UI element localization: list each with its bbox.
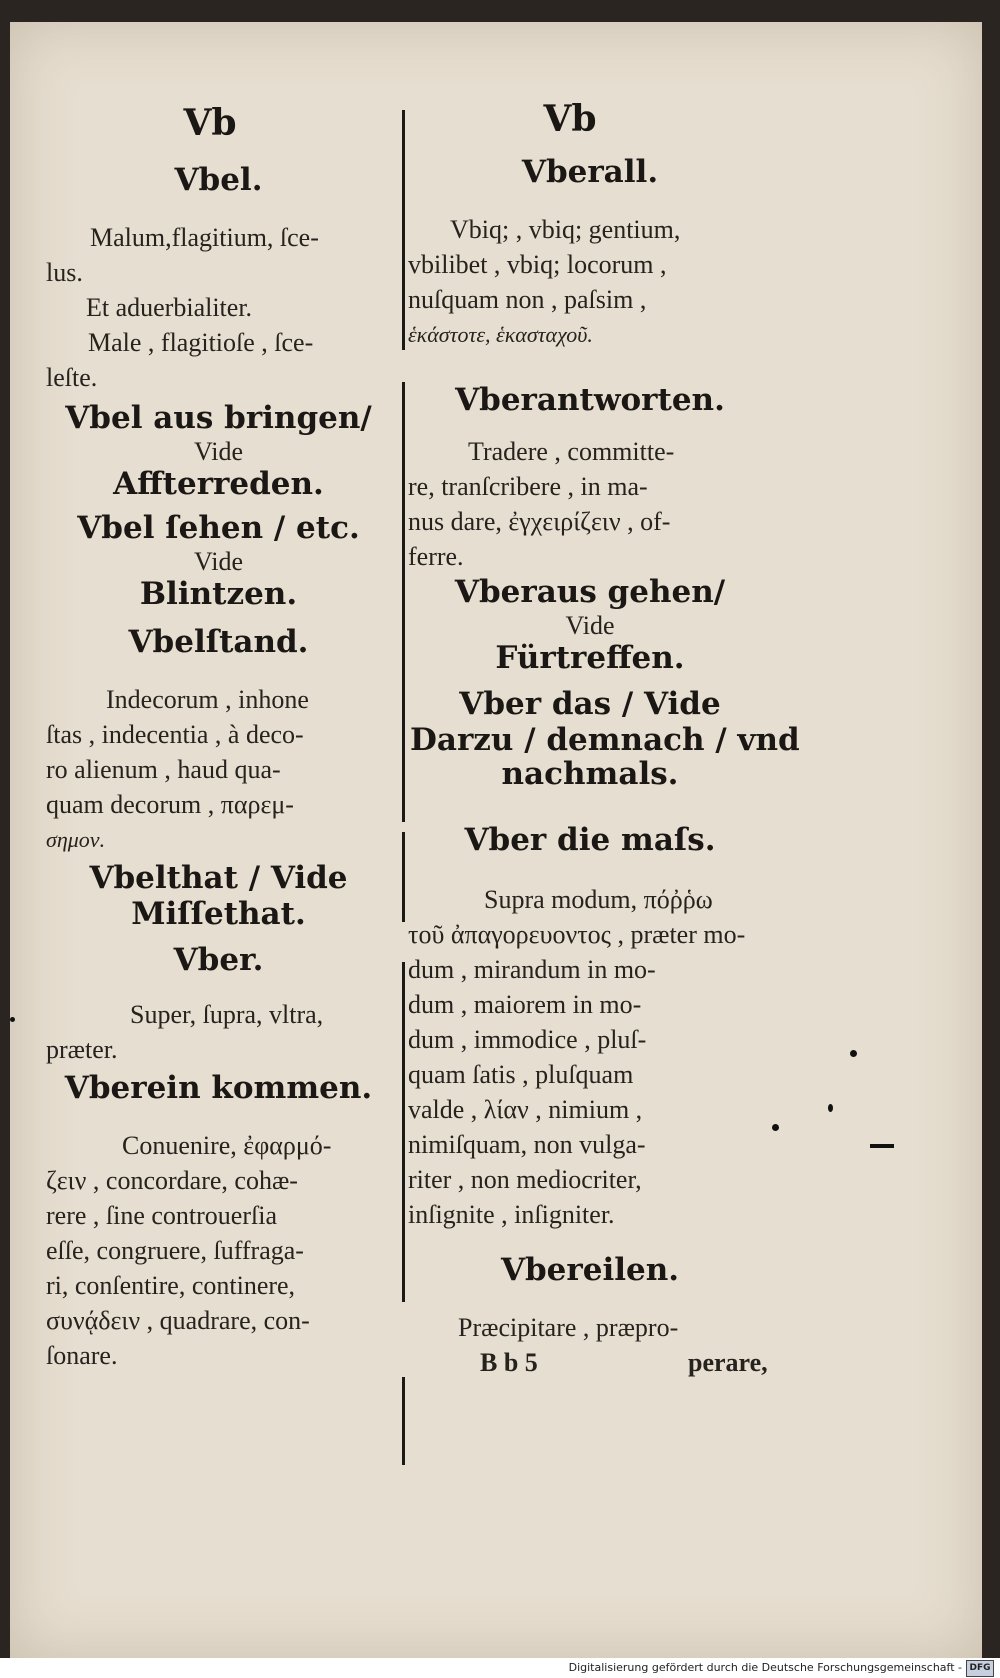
entry-heading: Vberantworten. bbox=[455, 382, 725, 418]
ink-dash bbox=[870, 1144, 894, 1148]
cross-reference: Affterreden. bbox=[113, 466, 324, 502]
entry-text: valde , λίαν , nimium , bbox=[408, 1095, 643, 1124]
entry-heading: Vberaus gehen/ bbox=[454, 574, 726, 610]
entry-text: Male , flagitioſe , ſce- bbox=[88, 328, 314, 357]
column-rule bbox=[402, 832, 405, 922]
ink-dot bbox=[850, 1050, 857, 1057]
entry-text: συνᾴδειν , quadrare, con- bbox=[46, 1306, 310, 1335]
signature-mark: B b 5 bbox=[480, 1348, 538, 1377]
dfg-logo: DFG bbox=[966, 1660, 994, 1677]
cross-reference: Miſſethat. bbox=[131, 896, 306, 932]
catchword: perare, bbox=[688, 1348, 768, 1377]
entry-text: ri, conſentire, continere, bbox=[46, 1271, 296, 1300]
cross-reference: Darzu / demnach / vnd bbox=[410, 722, 800, 758]
entry-heading: Vber die maſs. bbox=[464, 822, 716, 858]
entry-text: leſte. bbox=[46, 363, 98, 392]
entry-text: dum , immodice , pluſ- bbox=[408, 1025, 647, 1054]
entry-text: ro alienum , haud qua- bbox=[46, 755, 281, 784]
entry-text: nus dare, ἐγχειρίζειν , of- bbox=[408, 507, 671, 536]
entry-text: ferre. bbox=[408, 542, 464, 571]
entry-text: Indecorum , inhone bbox=[106, 685, 309, 714]
entry-heading: Vbelſtand. bbox=[128, 624, 309, 660]
vide-label: Vide bbox=[194, 547, 243, 576]
entry-heading: Vbel aus bringen/ bbox=[65, 400, 372, 436]
entry-text: inſignite , inſigniter. bbox=[408, 1200, 615, 1229]
entry-text: Conuenire, ἐφαρμό- bbox=[122, 1131, 332, 1160]
running-header-left: Vb bbox=[183, 102, 237, 144]
entry-text: re, tranſcribere , in ma- bbox=[408, 472, 648, 501]
entry-text: ſtas , indecentia , à deco- bbox=[46, 720, 304, 749]
entry-text: Tradere , committe- bbox=[468, 437, 675, 466]
entry-text: Super, ſupra, vltra, bbox=[130, 1000, 324, 1029]
entry-heading: Vbelthat / Vide bbox=[89, 860, 348, 896]
entry-heading: Vbel ſehen / etc. bbox=[77, 510, 360, 546]
entry-text: ζειν , concordare, cohæ- bbox=[46, 1166, 298, 1195]
entry-heading: Vberall. bbox=[521, 154, 659, 190]
entry-text: riter , non mediocriter, bbox=[408, 1165, 642, 1194]
entry-text: lus. bbox=[46, 258, 83, 287]
entry-text: præter. bbox=[46, 1035, 118, 1064]
entry-text: σημον. bbox=[46, 827, 106, 852]
entry-heading: Vbereilen. bbox=[500, 1252, 680, 1288]
entry-heading: Vberein kommen. bbox=[64, 1070, 373, 1106]
entry-text: Præcipitare , præpro- bbox=[458, 1313, 679, 1342]
entry-text: ἑκάστοτε, ἑκασταχοῦ. bbox=[408, 322, 593, 347]
entry-text: quam decorum , παρεμ- bbox=[46, 790, 294, 819]
column-rule bbox=[402, 1377, 405, 1465]
ink-dot bbox=[772, 1124, 779, 1131]
entry-heading: Vber. bbox=[173, 942, 264, 978]
column-rule bbox=[402, 110, 405, 350]
ink-dot bbox=[10, 1017, 15, 1022]
column-rule bbox=[402, 962, 405, 1302]
cross-reference: Blintzen. bbox=[139, 576, 298, 612]
entry-text: dum , maiorem in mo- bbox=[408, 990, 642, 1019]
entry-text: vbilibet , vbiq; locorum , bbox=[408, 250, 667, 279]
column-rule bbox=[402, 382, 405, 822]
entry-text: ſonare. bbox=[46, 1341, 118, 1370]
entry-text: nuſquam non , paſsim , bbox=[408, 285, 647, 314]
entry-text: Supra modum, πόῤῥω bbox=[484, 885, 713, 914]
entry-text: Vbiq; , vbiq; gentium, bbox=[450, 215, 681, 244]
book-page bbox=[10, 22, 982, 1658]
cross-reference: Fürtreffen. bbox=[495, 640, 685, 676]
footer-credit: Digitalisierung gefördert durch die Deutsche Forschungsgemeinschaft - bbox=[568, 1661, 962, 1674]
entry-text: nimiſquam, non vulga- bbox=[408, 1130, 646, 1159]
ink-dot bbox=[828, 1104, 833, 1112]
cross-reference: nachmals. bbox=[501, 756, 679, 792]
entry-text: Malum,flagitium, ſce- bbox=[90, 223, 319, 252]
entry-heading: Vbel. bbox=[174, 162, 263, 198]
entry-text: dum , mirandum in mo- bbox=[408, 955, 656, 984]
entry-text: Et aduerbialiter. bbox=[86, 293, 253, 322]
entry-text: eſſe, congruere, ſuffraga- bbox=[46, 1236, 304, 1265]
vide-label: Vide bbox=[194, 437, 243, 466]
running-header-right: Vb bbox=[543, 98, 597, 140]
entry-text: rere , ſine controuerſia bbox=[46, 1201, 277, 1230]
entry-text: quam ſatis , pluſquam bbox=[408, 1060, 634, 1089]
entry-text: τοῦ ἀπαγορευοντος , præter mo- bbox=[408, 920, 746, 949]
digitization-footer bbox=[0, 1658, 1000, 1678]
vide-label: Vide bbox=[565, 611, 615, 640]
entry-heading: Vber das / Vide bbox=[459, 686, 721, 722]
